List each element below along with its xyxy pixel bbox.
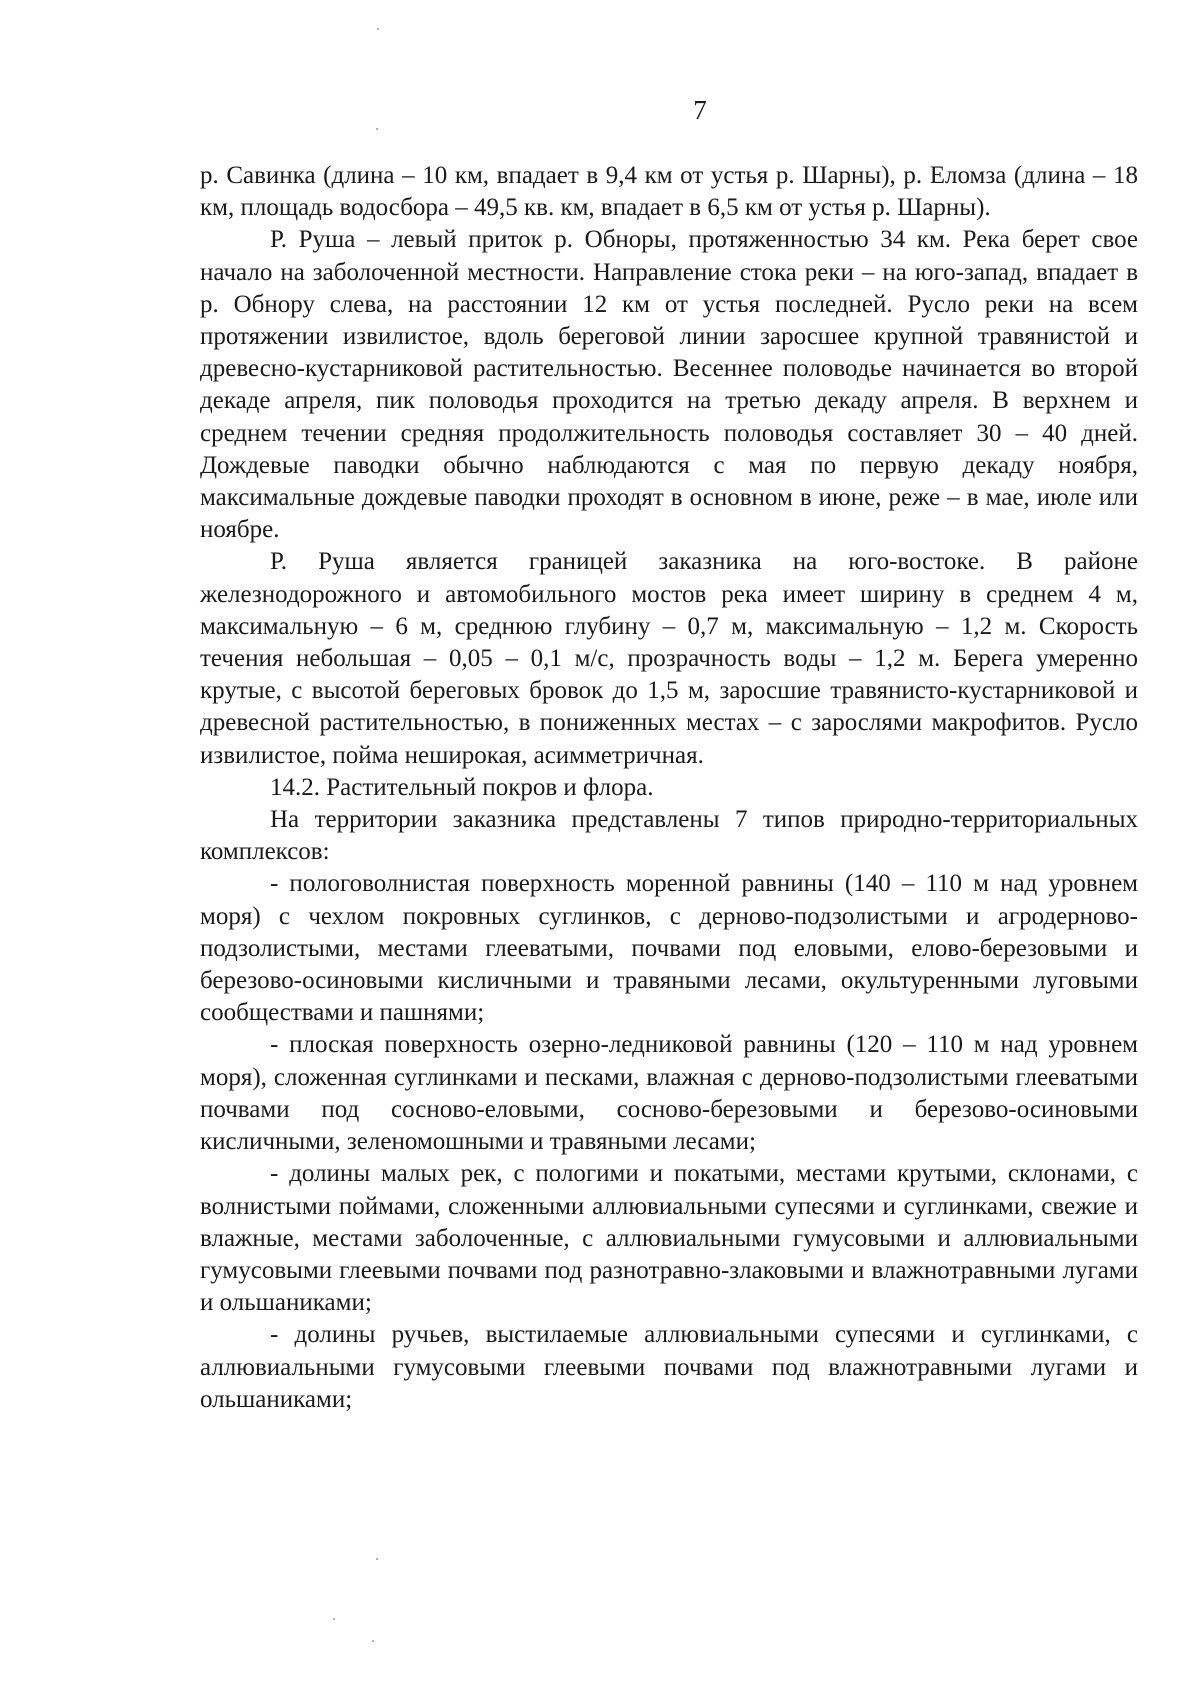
scan-speck <box>377 28 379 30</box>
scan-speck <box>333 1618 335 1620</box>
paragraph-savinka-elomza: р. Савинка (длина – 10 км, впадает в 9,4 км от устья р. Шарны), р. Еломза (длина – 18 км, площадь водосбора – 49,5 кв. км, впадает в 6,5 км от устья р. Шарны). <box>200 162 1138 222</box>
list-item-lacustrine-plain: - плоская поверхность озерно-ледниковой равнины (120 – 110 м над уровнем моря), сложенная суглинками и песками, влажная с дерново-подзолистыми глееватыми почвами под сосново-еловыми, сосново-березовыми и березово-осиновыми кисличными, зеленомошными и травяными лесами; <box>200 1031 1138 1156</box>
list-item-stream-valleys: - долины ручьев, выстилаемые аллювиальными супесями и суглинками, с аллювиальными гумусовыми глеевыми почвами под влажнотравными лугами и ольшаниками; <box>200 1321 1138 1413</box>
paragraph-complex-types-intro: На территории заказника представлены 7 типов природно-территориальных комплексов: <box>200 806 1138 866</box>
scan-speck <box>372 1640 374 1642</box>
scan-speck <box>376 128 378 130</box>
body-text <box>200 160 1138 1416</box>
scan-speck <box>376 1558 378 1560</box>
list-item-moraine-plain: - пологоволнистая поверхность моренной равнины (140 – 110 м над уровнем моря) с чехлом покровных суглинков, с дерново-подзолистыми и агродерново-подзолистыми, местами глееватыми, почвами под еловыми, елово-березовыми и березово-осиновыми кисличными и травяными лесами, окультуренными луговыми сообществами и пашнями; <box>200 870 1138 1027</box>
page-number: 7 <box>693 95 707 125</box>
list-item-small-river-valleys: - долины малых рек, с пологими и покатыми, местами крутыми, склонами, с волнистыми поймами, сложенными аллювиальными супесями и суглинками, свежие и влажные, местами заболоченные, с аллювиальными гумусовыми и аллювиальными гумусовыми глеевыми почвами под разнотравно-злаковыми и влажнотравными лугами и ольшаниками; <box>200 1160 1138 1317</box>
paragraph-rusha-description: Р. Руша – левый приток р. Обноры, протяженностью 34 км. Река берет свое начало на заболоченной местности. Направление стока реки – на юго-запад, впадает в р. Обнору слева, на расстоянии 12 км от устья последней. Русло реки на всем протяжении извилистое, вдоль береговой линии заросшее крупной травянистой и древесно-кустарниковой растительностью. Весеннее половодье начинается во второй декаде апреля, пик половодья проходится на третью декаду апреля. В верхнем и среднем течении средняя продолжительность половодья составляет 30 – 40 дней. Дождевые паводки обычно наблюдаются с мая по первую декаду ноября, максимальные дождевые паводки проходят в основном в июне, реже – в мае, июле или ноябре. <box>200 226 1138 544</box>
section-heading-14-2: 14.2. Растительный покров и флора. <box>270 773 654 801</box>
paragraph-rusha-boundary: Р. Руша является границей заказника на юго-востоке. В районе железнодорожного и автомобильного мостов река имеет ширину в среднем 4 м, максимальную – 6 м, среднюю глубину – 0,7 м, максимальную – 1,2 м. Скорость течения небольшая – 0,05 – 0,1 м/с, прозрачность воды – 1,2 м. Берега умеренно крутые, с высотой береговых бровок до 1,5 м, заросшие травянисто-кустарниковой и древесной растительностью, в пониженных местах – с зарослями макрофитов. Русло извилистое, пойма неширокая, асимметричная. <box>200 548 1138 769</box>
